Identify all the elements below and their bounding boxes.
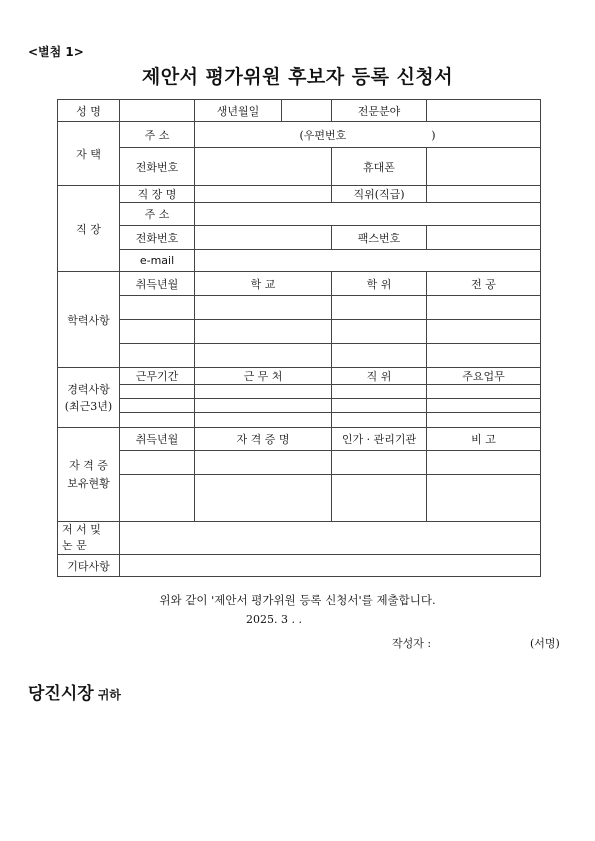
education-header-row [58, 272, 541, 296]
education-school-cell[interactable] [195, 344, 332, 368]
certificate-row [58, 451, 541, 475]
work-address-row [58, 203, 541, 226]
career-workplace-cell[interactable] [195, 385, 332, 399]
education-school-cell[interactable] [195, 296, 332, 320]
career-label-line1: 경력사항 [67, 382, 110, 396]
certificate-header-date: 취득년월 [120, 428, 195, 451]
career-duties-cell[interactable] [427, 413, 541, 428]
etc-row [58, 555, 541, 577]
books-input-cell[interactable] [120, 522, 541, 555]
certificate-header-authority: 인가 · 관리기관 [332, 428, 427, 451]
education-row [58, 320, 541, 344]
work-address-input-cell[interactable] [195, 203, 541, 226]
mobile-label: 휴대폰 [332, 148, 427, 186]
certificate-header-name: 자 격 증 명 [195, 428, 332, 451]
career-header-position: 직 위 [332, 368, 427, 385]
work-address-label: 주 소 [120, 203, 195, 226]
career-position-cell[interactable] [332, 385, 427, 399]
home-phone-row [58, 148, 541, 186]
certificate-authority-cell[interactable] [332, 475, 427, 522]
career-header-duties: 주요업무 [427, 368, 541, 385]
education-major-cell[interactable] [427, 296, 541, 320]
education-degree-cell[interactable] [332, 344, 427, 368]
submission-statement: 위와 같이 '제안서 평가위원 등록 신청서'를 제출합니다. [159, 593, 436, 607]
email-input-cell[interactable] [195, 250, 541, 272]
birth-date-label: 생년월일 [195, 100, 282, 122]
recipient-name: 당진시장 [28, 684, 94, 704]
specialty-input-cell[interactable] [427, 100, 541, 122]
home-phone-input-cell[interactable] [195, 148, 332, 186]
education-degree-cell[interactable] [332, 320, 427, 344]
career-workplace-cell[interactable] [195, 413, 332, 428]
certificate-authority-cell[interactable] [332, 451, 427, 475]
education-date-cell[interactable] [120, 296, 195, 320]
education-date-cell[interactable] [120, 320, 195, 344]
home-address-label: 주 소 [120, 122, 195, 148]
certificate-label-line2: 보유현황 [67, 476, 110, 490]
home-section-label: 자 택 [58, 122, 120, 186]
recipient-suffix: 귀하 [97, 688, 121, 702]
postal-code-hint: (우편번호 [299, 128, 347, 142]
certificate-date-cell[interactable] [120, 451, 195, 475]
career-header-workplace: 근 무 처 [195, 368, 332, 385]
home-address-row [58, 122, 541, 148]
home-address-input-cell[interactable] [195, 122, 541, 148]
career-duties-cell[interactable] [427, 399, 541, 413]
certificate-row [58, 475, 541, 522]
books-row [58, 522, 541, 555]
etc-label: 기타사항 [58, 555, 120, 577]
work-email-row [58, 250, 541, 272]
career-row [58, 413, 541, 428]
certificate-note-cell[interactable] [427, 451, 541, 475]
submission-date: 2025. 3 . . [246, 613, 302, 626]
work-company-input-cell[interactable] [195, 186, 332, 203]
certificate-date-cell[interactable] [120, 475, 195, 522]
name-input-cell[interactable] [120, 100, 195, 122]
certificate-name-cell[interactable] [195, 451, 332, 475]
work-phone-label: 전화번호 [120, 226, 195, 250]
books-label [58, 522, 120, 555]
certificate-name-cell[interactable] [195, 475, 332, 522]
education-major-cell[interactable] [427, 320, 541, 344]
career-position-cell[interactable] [332, 413, 427, 428]
education-header-major: 전 공 [427, 272, 541, 296]
certificate-header-row [58, 428, 541, 451]
certificate-section-label [58, 428, 120, 522]
postal-code-close: ) [431, 128, 436, 142]
work-phone-row [58, 226, 541, 250]
work-section-label: 직 장 [58, 186, 120, 272]
mobile-input-cell[interactable] [427, 148, 541, 186]
education-degree-cell[interactable] [332, 296, 427, 320]
education-header-school: 학 교 [195, 272, 332, 296]
education-header-date: 취득년월 [120, 272, 195, 296]
name-row [58, 100, 541, 122]
work-company-label: 직 장 명 [120, 186, 195, 203]
specialty-label: 전문분야 [332, 100, 427, 122]
certificate-header-note: 비 고 [427, 428, 541, 451]
work-phone-input-cell[interactable] [195, 226, 332, 250]
education-date-cell[interactable] [120, 344, 195, 368]
education-major-cell[interactable] [427, 344, 541, 368]
name-label: 성 명 [58, 100, 120, 122]
career-period-cell[interactable] [120, 399, 195, 413]
education-row [58, 296, 541, 320]
birth-date-input-cell[interactable] [282, 100, 332, 122]
fax-label: 팩스번호 [332, 226, 427, 250]
certificate-note-cell[interactable] [427, 475, 541, 522]
career-workplace-cell[interactable] [195, 399, 332, 413]
career-header-row [58, 368, 541, 385]
email-label: e-mail [120, 250, 195, 272]
signature-label: (서명) [530, 637, 560, 650]
career-position-cell[interactable] [332, 399, 427, 413]
career-period-cell[interactable] [120, 385, 195, 399]
career-row [58, 399, 541, 413]
recipient [28, 679, 121, 704]
certificate-label-line1: 자 격 증 [69, 458, 108, 472]
form-title: 제안서 평가위원 후보자 등록 신청서 [141, 66, 454, 88]
career-duties-cell[interactable] [427, 385, 541, 399]
career-row [58, 385, 541, 399]
education-row [58, 344, 541, 368]
registration-form-table [57, 99, 541, 577]
education-header-degree: 학 위 [332, 272, 427, 296]
etc-input-cell[interactable] [120, 555, 541, 577]
work-company-row [58, 186, 541, 203]
books-label-line1: 저 서 및 [62, 523, 101, 536]
books-label-line2: 논 문 [62, 539, 87, 552]
fax-input-cell[interactable] [427, 226, 541, 250]
home-phone-label: 전화번호 [120, 148, 195, 186]
career-label-line2: (최근3년) [64, 399, 113, 413]
career-section-label [58, 368, 120, 428]
attachment-label: <별첨 1> [28, 45, 84, 59]
education-section-label: 학력사항 [58, 272, 120, 368]
career-header-period: 근무기간 [120, 368, 195, 385]
career-period-cell[interactable] [120, 413, 195, 428]
work-position-input-cell[interactable] [427, 186, 541, 203]
education-school-cell[interactable] [195, 320, 332, 344]
work-position-label: 직위(직급) [332, 186, 427, 203]
signer-label: 작성자 : [392, 637, 432, 650]
